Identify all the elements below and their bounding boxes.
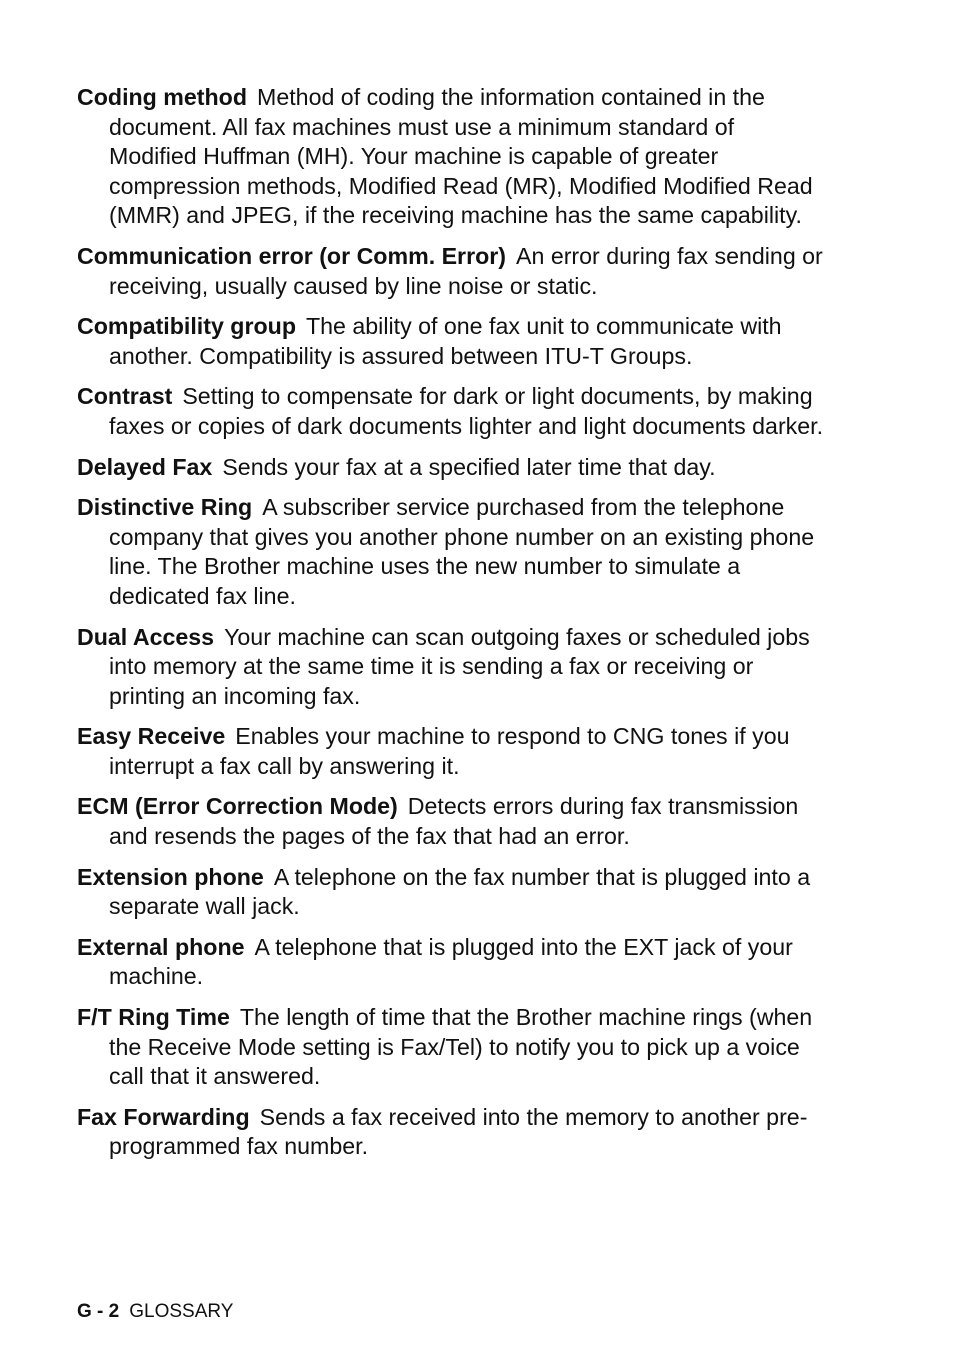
glossary-definition: Sends your fax at a specified later time that day. bbox=[222, 453, 716, 480]
glossary-entry bbox=[77, 863, 825, 922]
glossary-definition: A telephone that is plugged into the EXT jack of your machine. bbox=[109, 933, 793, 990]
glossary-definition: Sends a fax received into the memory to another pre-programmed fax number. bbox=[109, 1103, 808, 1160]
glossary-definition: Detects errors during fax transmission and resends the pages of the fax that had an error. bbox=[109, 793, 799, 850]
glossary-term: Easy Receive bbox=[77, 723, 226, 750]
glossary-definition: The ability of one fax unit to communicate with another. Compatibility is assured between ITU-T Groups. bbox=[109, 313, 782, 369]
glossary-term: ECM (Error Correction Mode) bbox=[77, 793, 398, 820]
glossary-entry bbox=[77, 242, 825, 301]
page-number: G - 2 bbox=[77, 1301, 120, 1322]
glossary-term: Distinctive Ring bbox=[77, 494, 253, 521]
glossary-entry bbox=[77, 382, 825, 441]
glossary-term: Extension phone bbox=[77, 863, 264, 890]
glossary-entry bbox=[77, 792, 825, 851]
glossary-term: Contrast bbox=[77, 383, 173, 410]
glossary-definition: The length of time that the Brother machine rings (when the Receive Mode setting is Fax/Tel) to notify you to pick up a voice call that it answered. bbox=[109, 1004, 813, 1090]
glossary-entry bbox=[77, 623, 825, 712]
glossary-definition: Your machine can scan outgoing faxes or scheduled jobs into memory at the same time it is sending a fax or receiving or printing an incoming fax. bbox=[109, 623, 810, 709]
glossary-term: Fax Forwarding bbox=[77, 1103, 250, 1130]
glossary-definition: A subscriber service purchased from the telephone company that gives you another phone number on an existing phone line. The Brother machine uses the new number to simulate a dedicated fax line. bbox=[109, 494, 815, 609]
glossary-term: Dual Access bbox=[77, 623, 215, 650]
glossary-entry bbox=[77, 933, 825, 992]
glossary-term: F/T Ring Time bbox=[77, 1004, 230, 1031]
glossary-entry bbox=[77, 453, 825, 483]
glossary-entry bbox=[77, 1103, 825, 1162]
glossary-definition: Method of coding the information contained in the document. All fax machines must use a minimum standard of Modified Huffman (MH). Your machine is capable of greater compression methods, Modified Read (MR), Modified Modified Read (MMR) and JPEG, if the receiving machine has the same capability. bbox=[109, 84, 813, 229]
glossary-entry bbox=[77, 83, 825, 231]
glossary-definition: An error during fax sending or receiving, usually caused by line noise or static. bbox=[109, 242, 823, 299]
glossary-definition: Setting to compensate for dark or light documents, by making faxes or copies of dark documents lighter and light documents darker. bbox=[109, 383, 824, 439]
glossary-definition: A telephone on the fax number that is plugged into a separate wall jack. bbox=[109, 863, 811, 920]
glossary-entry bbox=[77, 722, 825, 781]
glossary-term: Coding method bbox=[77, 84, 248, 110]
glossary-entry bbox=[77, 312, 825, 371]
glossary-term: Compatibility group bbox=[77, 313, 296, 340]
glossary-term: External phone bbox=[77, 933, 245, 960]
glossary-term: Communication error (or Comm. Error) bbox=[77, 242, 507, 269]
glossary-entry bbox=[77, 493, 825, 611]
glossary-term: Delayed Fax bbox=[77, 453, 213, 480]
glossary-definition: Enables your machine to respond to CNG tones if you interrupt a fax call by answering it. bbox=[109, 723, 790, 779]
glossary-list bbox=[77, 83, 825, 1173]
section-name: GLOSSARY bbox=[129, 1301, 234, 1322]
glossary-entry bbox=[77, 1003, 825, 1092]
page-footer bbox=[77, 1300, 233, 1324]
